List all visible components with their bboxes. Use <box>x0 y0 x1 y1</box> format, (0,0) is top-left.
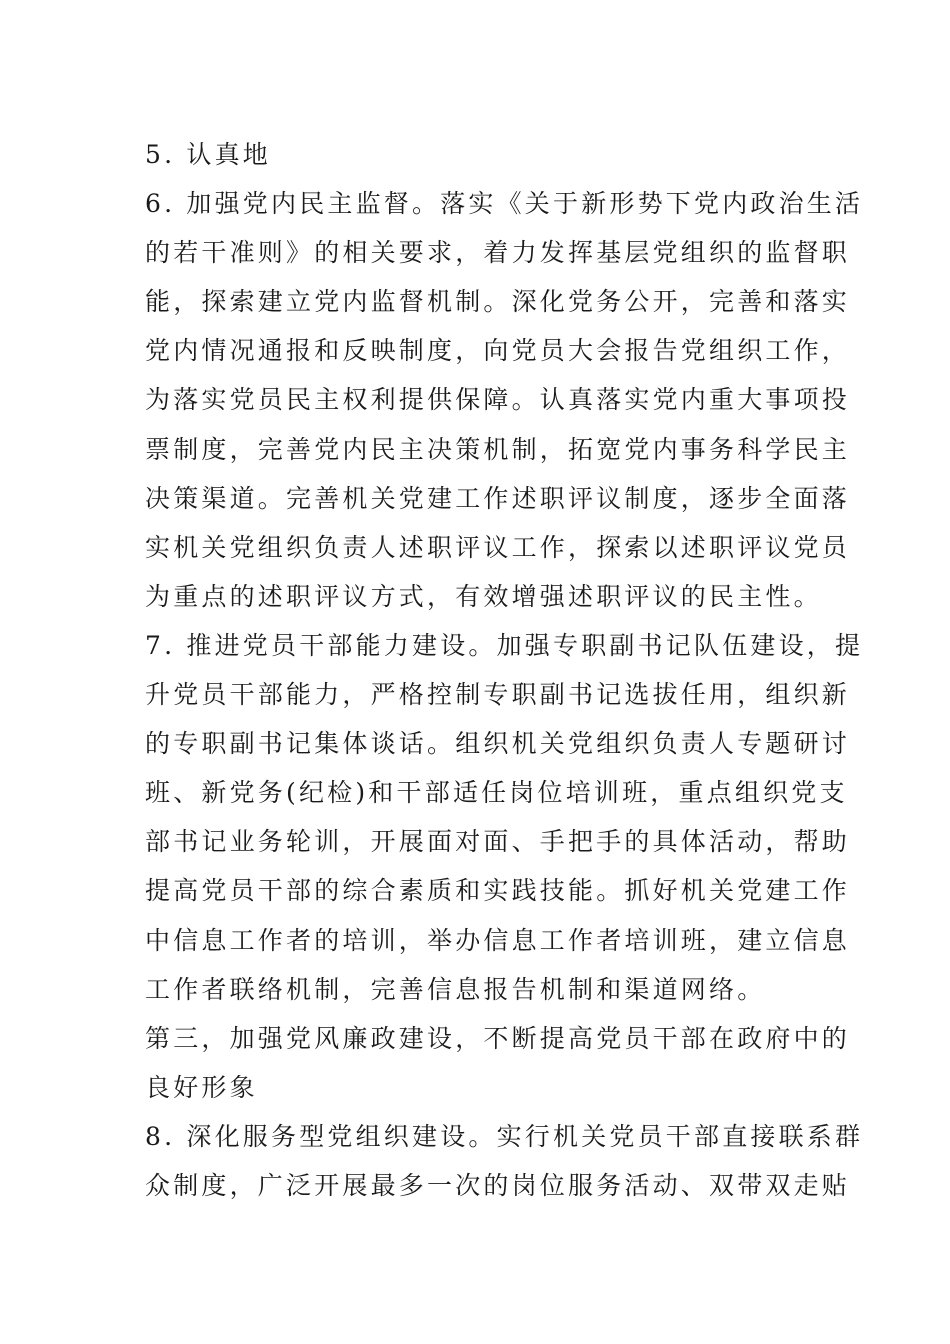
text-line: 5. 认真地 <box>145 140 271 169</box>
text-line: 升党员干部能力，严格控制专职副书记选拔任用，组织新 <box>145 680 851 710</box>
text-line: 的专职副书记集体谈话。组织机关党组织负责人专题研讨 <box>145 729 851 759</box>
text-line: 能，探索建立党内监督机制。深化党务公开，完善和落实 <box>145 287 851 317</box>
text-line: 中信息工作者的培训，举办信息工作者培训班，建立信息 <box>145 925 851 955</box>
text-line: 决策渠道。完善机关党建工作述职评议制度，逐步全面落 <box>145 483 851 513</box>
text-line: 班、新党务(纪检)和干部适任岗位培训班，重点组织党支 <box>145 778 848 808</box>
text-line: 部书记业务轮训，开展面对面、手把手的具体活动，帮助 <box>145 827 851 857</box>
text-line: 党内情况通报和反映制度，向党员大会报告党组织工作， <box>145 336 851 366</box>
text-line: 为落实党员民主权利提供保障。认真落实党内重大事项投 <box>145 385 851 415</box>
document-body <box>145 130 864 1210</box>
text-line: 工作者联络机制，完善信息报告机制和渠道网络。 <box>145 974 766 1004</box>
text-line: 众制度，广泛开展最多一次的岗位服务活动、双带双走贴 <box>145 1170 851 1200</box>
text-line: 提高党员干部的综合素质和实践技能。抓好机关党建工作 <box>145 876 851 906</box>
text-line: 为重点的述职评议方式，有效增强述职评议的民主性。 <box>145 581 822 611</box>
text-line: 6. 加强党内民主监督。落实《关于新形势下党内政治生活 <box>145 189 864 219</box>
text-line: 良好形象 <box>145 1072 258 1102</box>
text-line: 8. 深化服务型党组织建设。实行机关党员干部直接联系群 <box>145 1121 864 1151</box>
text-line: 的若干准则》的相关要求，着力发挥基层党组织的监督职 <box>145 238 851 268</box>
text-line: 7. 推进党员干部能力建设。加强专职副书记队伍建设，提 <box>145 630 864 660</box>
text-line: 第三，加强党风廉政建设，不断提高党员干部在政府中的 <box>145 1023 851 1053</box>
text-line: 票制度，完善党内民主决策机制，拓宽党内事务科学民主 <box>145 434 851 464</box>
text-line: 实机关党组织负责人述职评议工作，探索以述职评议党员 <box>145 532 851 562</box>
